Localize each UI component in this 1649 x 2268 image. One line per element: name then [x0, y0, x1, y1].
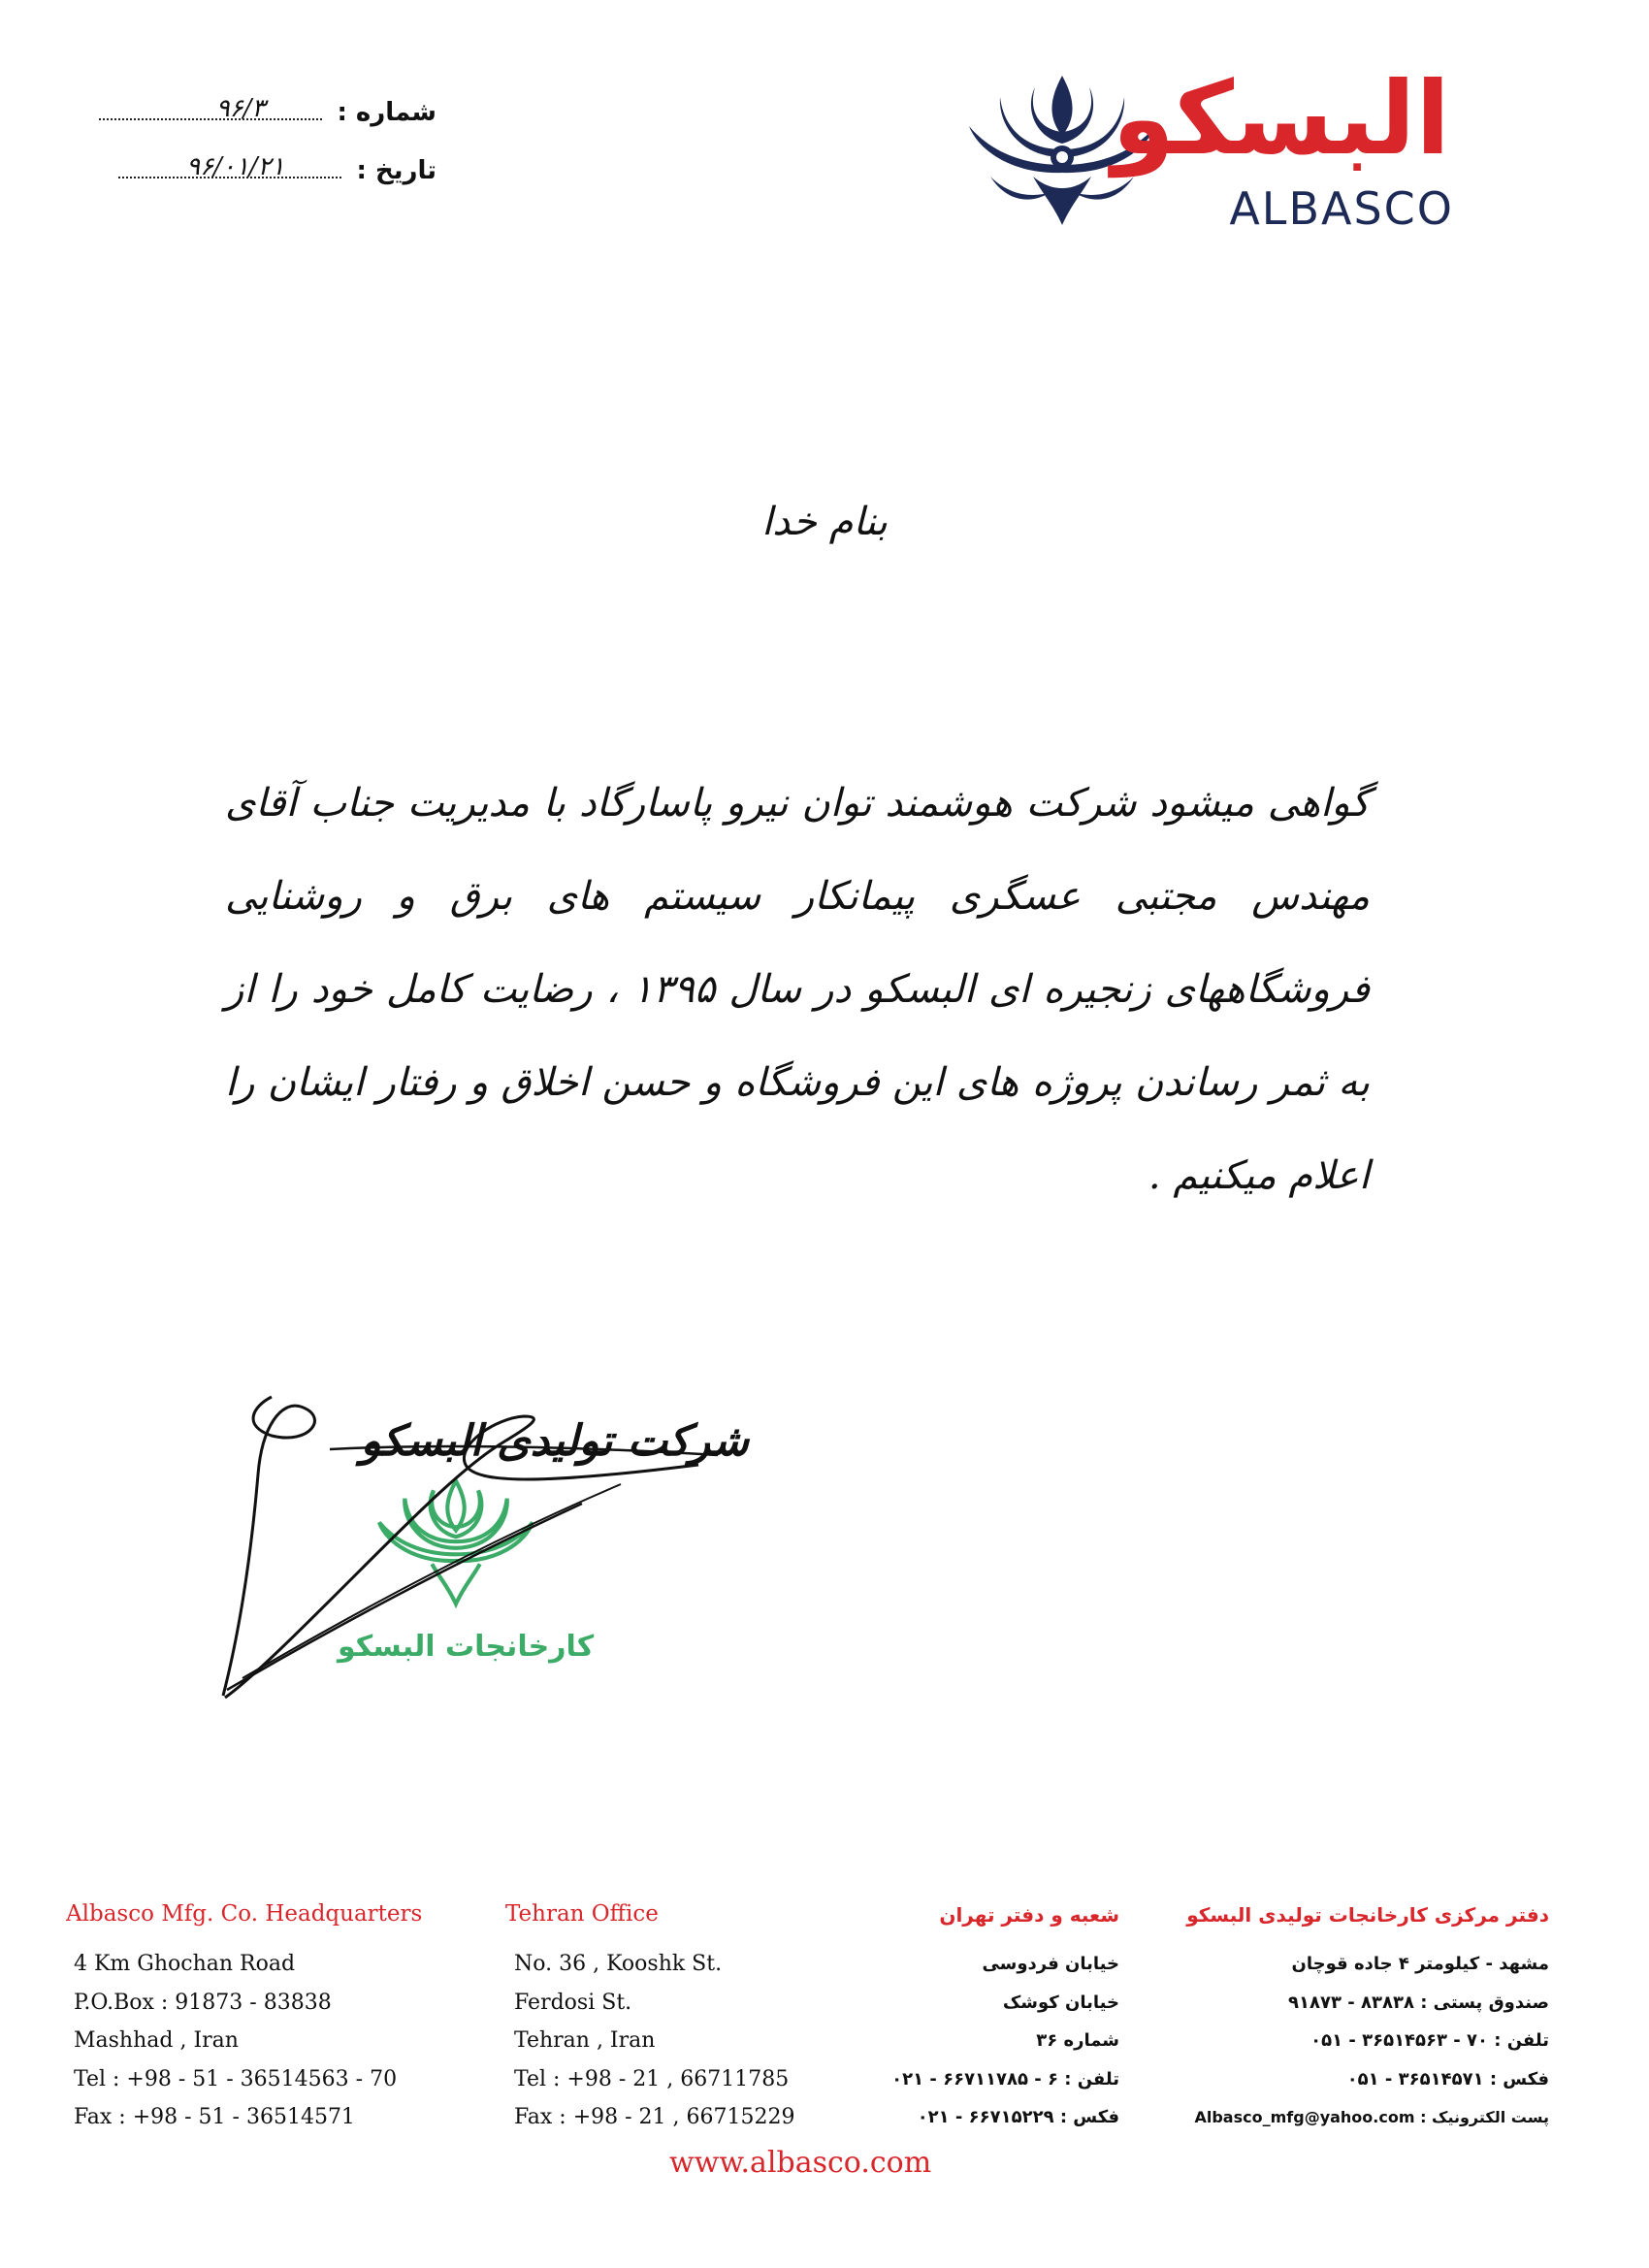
hq-en-address: [74, 1945, 397, 2137]
tehran-en-line: Tehran , Iran: [514, 2028, 656, 2053]
hq-fa-line: پست الکترونیک : Albasco_mfg@yahoo.com: [1194, 2108, 1549, 2126]
hq-fa-line: فکس : ۳۶۵۱۴۵۷۱ - ۰۵۱: [1346, 2068, 1549, 2090]
tehran-fa-line: خیابان فردوسی: [982, 1954, 1119, 1974]
tehran-en-line: No. 36 , Kooshk St.: [514, 1952, 723, 1976]
company-logo: [965, 59, 1470, 243]
hq-en-title: Albasco Mfg. Co. Headquarters: [66, 1901, 423, 1927]
tehran-fa-line: فکس : ۶۶۷۱۵۲۲۹ - ۰۲۱: [917, 2107, 1119, 2127]
tehran-fa-line: شماره ۳۶: [1036, 2030, 1119, 2051]
tehran-fa-line: خیابان کوشک: [1002, 1992, 1119, 2013]
tehran-en-line: Ferdosi St.: [514, 1990, 632, 2015]
tehran-fa-line: تلفن : ۶ - ۶۶۷۱۱۷۸۵ - ۰۲۱: [891, 2068, 1119, 2090]
hq-en-line: Mashhad , Iran: [74, 2028, 239, 2053]
signature-company-name: شرکت تولیدی البسکو: [360, 1416, 749, 1466]
hq-fa-address: [1194, 1945, 1549, 2137]
date-row: [186, 153, 436, 185]
hq-en-line: P.O.Box : 91873 - 83838: [74, 1990, 332, 2015]
hq-fa-line: مشهد - کیلومتر ۴ جاده قوچان: [1291, 1954, 1549, 1974]
stamp-text: کارخانجات البسکو: [338, 1630, 595, 1664]
number-value: ۹۶/۳: [215, 94, 266, 123]
hq-fa-title: دفتر مرکزی کارخانجات تولیدی البسکو: [1186, 1903, 1549, 1927]
date-value: ۹۶/۰۱/۲۱: [186, 152, 285, 181]
hq-fa-line: تلفن : ۷۰ - ۳۶۵۱۴۵۶۳ - ۰۵۱: [1310, 2030, 1549, 2051]
number-dotted-line: [99, 95, 322, 120]
website-link[interactable]: www.albasco.com: [669, 2146, 932, 2180]
hq-en-line: Tel : +98 - 51 - 36514563 - 70: [74, 2066, 398, 2091]
tehran-en-line: Tel : +98 - 21 , 66711785: [514, 2066, 790, 2091]
tehran-en-address: [514, 1945, 795, 2137]
number-row: [216, 95, 436, 127]
tehran-fa-title: شعبه و دفتر تهران: [939, 1903, 1119, 1927]
date-label: تاریخ :: [356, 156, 436, 185]
logo-text-en: ALBASCO: [1229, 182, 1454, 235]
number-label: شماره :: [337, 98, 436, 127]
tehran-en-line: Fax : +98 - 21 , 66715229: [514, 2105, 795, 2129]
tehran-en-title: Tehran Office: [505, 1901, 659, 1927]
handwritten-signature-icon: [213, 1387, 757, 1707]
letter-body: گواهی میشود شرکت هوشمند توان نیرو پاسارگاد با مدیریت جناب آقای مهندس مجتبی عسگری پیمانکار سیستم های برق و روشنایی فروشگاههای زنجیره ای البسکو در سال ۱۳۹۵ ، رضایت کامل خود را از به ثمر رساندن پروژه های این فروشگاه و حسن اخلاق و رفتار ایشان را اعلام میکنیم .: [225, 781, 1371, 1198]
hq-fa-line: صندوق پستی : ۸۳۸۳۸ - ۹۱۸۷۳: [1288, 1992, 1549, 2013]
hq-en-line: Fax : +98 - 51 - 36514571: [74, 2105, 355, 2129]
tehran-fa-address: [891, 1945, 1119, 2137]
invocation: بنام خدا: [761, 500, 888, 544]
hq-en-line: 4 Km Ghochan Road: [74, 1952, 296, 1976]
logo-text-fa: البسکو: [1112, 59, 1450, 178]
